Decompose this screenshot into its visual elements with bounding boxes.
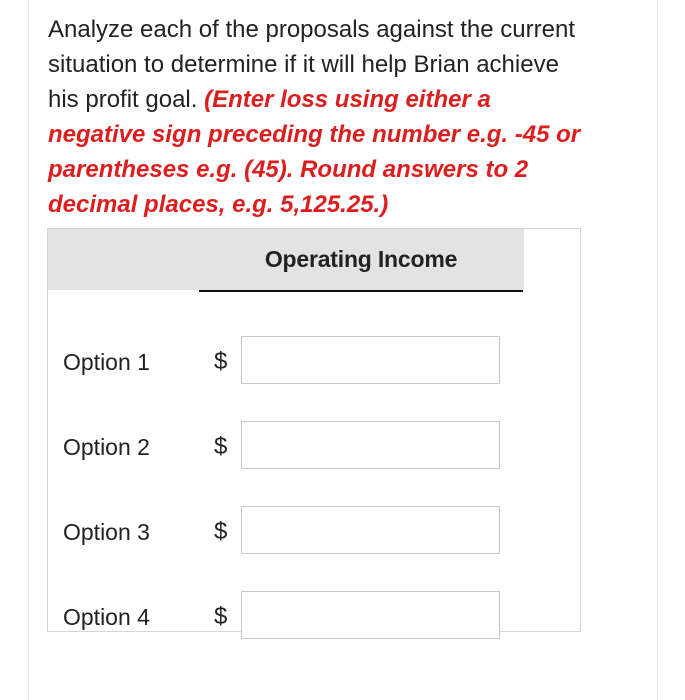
option-1-operating-income-input[interactable] <box>241 336 500 384</box>
instruction-text: Analyze each of the proposals against the current situation to determine if it will help Brian achieve his profit goal. <box>48 16 575 113</box>
dollar-sign: $ <box>214 348 228 375</box>
row-label: Option 4 <box>63 604 150 630</box>
table-row-option-3 <box>48 506 580 558</box>
option-3-operating-income-input[interactable] <box>241 506 500 554</box>
dollar-sign: $ <box>214 518 228 545</box>
row-label: Option 3 <box>63 519 150 545</box>
dollar-sign: $ <box>214 603 228 630</box>
column-header-operating-income: Operating Income <box>199 229 523 292</box>
table-row-option-4 <box>48 591 580 643</box>
question-instructions <box>48 12 588 222</box>
option-4-operating-income-input[interactable] <box>241 591 500 639</box>
answer-table <box>47 228 581 632</box>
option-2-operating-income-input[interactable] <box>241 421 500 469</box>
row-label: Option 1 <box>63 349 150 375</box>
rounding-note: (Enter loss using either a negative sign preceding the number e.g. -45 or parentheses e.g. (45). Round answers to 2 decimal places, e.g. 5,125.25.) <box>48 86 581 218</box>
row-label: Option 2 <box>63 434 150 460</box>
table-row-option-1 <box>48 336 580 388</box>
table-row-option-2 <box>48 421 580 473</box>
dollar-sign: $ <box>214 433 228 460</box>
